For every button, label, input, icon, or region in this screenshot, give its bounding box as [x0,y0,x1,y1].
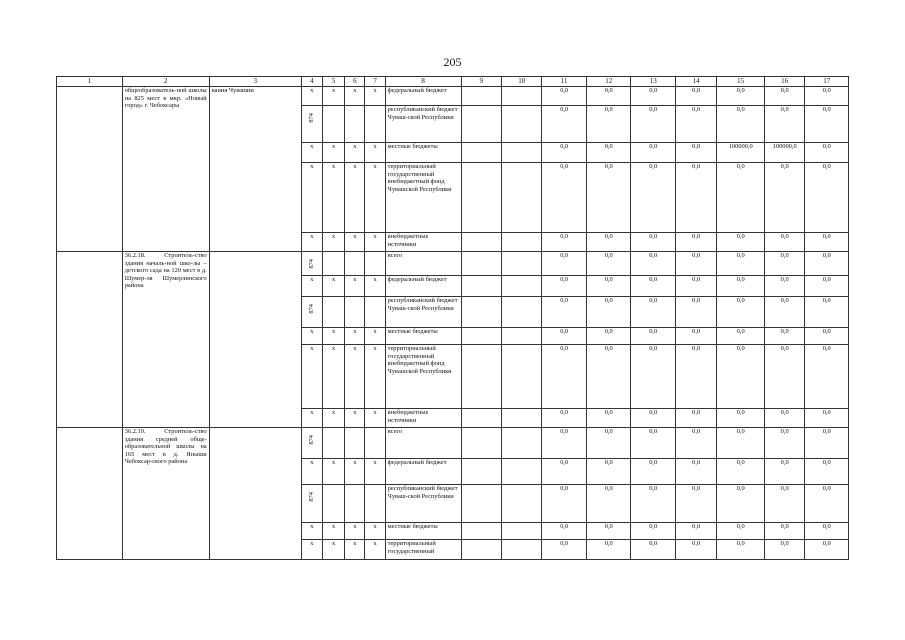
value-cell: 0,0 [717,297,765,328]
value-cell: 0,0 [717,523,765,540]
value-cell: 0,0 [542,276,587,297]
value-cell: 0,0 [586,276,631,297]
value-cell: 0,0 [631,252,676,276]
code-cell: х [345,409,365,428]
code-cell: х [345,276,365,297]
code-cell [301,252,322,276]
code-cell: х [322,523,344,540]
value-cell: 0,0 [542,143,587,163]
value-cell: 0,0 [542,409,587,428]
value-cell: 0,0 [675,163,716,233]
value-cell: 0,0 [717,328,765,345]
value-cell: 0,0 [805,276,849,297]
code-cell: х [322,409,344,428]
value-cell: 0,0 [717,163,765,233]
funding-source: федеральный бюджет [385,459,461,485]
funding-source: местные бюджеты [385,328,461,345]
column-header-8: 8 [385,77,461,87]
value-cell: 0,0 [805,252,849,276]
value-cell: 0,0 [631,276,676,297]
code-cell [322,297,344,328]
code-cell: х [365,328,385,345]
value-cell: 0,0 [805,87,849,106]
code-cell [345,297,365,328]
value-cell: 0,0 [631,106,676,143]
code-cell [365,106,385,143]
budget-code: 874 [308,492,316,502]
value-cell: 0,0 [675,540,716,560]
code-cell: х [322,459,344,485]
value-cell: 0,0 [586,409,631,428]
value-cell: 0,0 [675,143,716,163]
code-cell: х [365,163,385,233]
value-cell: 0,0 [586,163,631,233]
code-cell: х [301,523,322,540]
value-cell: 0,0 [764,409,804,428]
value-cell: 0,0 [764,163,804,233]
value-cell: 0,0 [675,345,716,409]
funding-source: территориальный государственный внебюджетный фонд Чувашской Республики [385,345,461,409]
funding-source: территориальный государственный внебюджетный фонд Чувашской Республики [385,163,461,233]
value-cell: 0,0 [764,328,804,345]
code-cell: х [365,540,385,560]
value-cell: 0,0 [764,87,804,106]
code-cell: х [365,143,385,163]
code-cell: х [301,540,322,560]
value-cell: 0,0 [764,276,804,297]
empty-cell [501,87,541,106]
value-cell: 0,0 [675,233,716,252]
value-cell: 0,0 [675,276,716,297]
code-cell [322,485,344,523]
column-header-4: 4 [301,77,322,87]
value-cell: 0,0 [542,328,587,345]
empty-cell [501,328,541,345]
code-cell: х [301,459,322,485]
funding-source: республиканский бюджет Чуваш-ской Республики [385,485,461,523]
code-cell [301,106,322,143]
value-cell: 0,0 [542,459,587,485]
value-cell: 0,0 [805,459,849,485]
code-cell [365,485,385,523]
value-cell: 0,0 [805,163,849,233]
empty-cell [461,87,501,106]
value-cell: 0,0 [675,485,716,523]
empty-cell [461,276,501,297]
empty-cell [501,409,541,428]
value-cell: 0,0 [675,87,716,106]
column-header-7: 7 [365,77,385,87]
table-row [57,428,849,459]
value-cell: 0,0 [805,328,849,345]
empty-cell [461,106,501,143]
empty-cell [461,328,501,345]
value-cell: 0,0 [717,233,765,252]
value-cell: 0,0 [675,409,716,428]
value-cell: 0,0 [675,106,716,143]
value-cell: 0,0 [586,252,631,276]
value-cell: 0,0 [764,297,804,328]
code-cell: х [301,328,322,345]
value-cell: 0,0 [631,163,676,233]
table-row [57,252,849,276]
empty-cell [501,252,541,276]
value-cell: 0,0 [764,345,804,409]
value-cell: 0,0 [764,233,804,252]
empty-cell [501,459,541,485]
value-cell: 0,0 [542,485,587,523]
code-cell [301,428,322,459]
col1-cell [57,87,123,252]
code-cell: х [322,276,344,297]
column-header-14: 14 [675,77,716,87]
value-cell: 0,0 [717,540,765,560]
empty-cell [461,485,501,523]
code-cell: х [301,409,322,428]
funding-source: республиканский бюджет Чуваш-ской Республики [385,297,461,328]
funding-source: территориальный государственный [385,540,461,560]
code-cell [365,252,385,276]
empty-cell [501,523,541,540]
code-cell: х [322,540,344,560]
value-cell: 0,0 [586,485,631,523]
value-cell: 0,0 [675,252,716,276]
column-header-3: 3 [209,77,301,87]
funding-source: всего [385,428,461,459]
empty-cell [501,297,541,328]
funding-source: федеральный бюджет [385,87,461,106]
value-cell: 0,0 [805,485,849,523]
value-cell: 0,0 [675,523,716,540]
value-cell: 0,0 [717,459,765,485]
column-header-12: 12 [586,77,631,87]
column-header-2: 2 [122,77,209,87]
col1-cell [57,428,123,560]
code-cell [345,252,365,276]
code-cell: х [365,233,385,252]
value-cell: 0,0 [764,485,804,523]
empty-cell [461,428,501,459]
value-cell: 0,0 [805,540,849,560]
value-cell: 0,0 [631,233,676,252]
funding-source: местные бюджеты [385,143,461,163]
value-cell: 0,0 [586,106,631,143]
code-cell: х [301,87,322,106]
code-cell [322,252,344,276]
value-cell: 0,0 [542,233,587,252]
value-cell: 0,0 [542,540,587,560]
value-cell: 0,0 [764,523,804,540]
value-cell: 0,0 [586,328,631,345]
column-header-1: 1 [57,77,123,87]
value-cell: 0,0 [586,459,631,485]
budget-code: 874 [308,259,316,269]
value-cell: 0,0 [586,428,631,459]
responsible-executor: вания Чувашии [209,87,301,252]
code-cell [345,485,365,523]
value-cell: 0,0 [717,428,765,459]
code-cell [365,297,385,328]
budget-code: 874 [308,435,316,445]
value-cell: 0,0 [631,297,676,328]
value-cell: 0,0 [805,409,849,428]
empty-cell [461,233,501,252]
value-cell: 0,0 [805,143,849,163]
value-cell: 0,0 [586,523,631,540]
empty-cell [461,459,501,485]
empty-cell [501,276,541,297]
code-cell: х [301,345,322,409]
value-cell: 0,0 [764,459,804,485]
empty-cell [461,540,501,560]
code-cell [365,428,385,459]
code-cell: х [365,409,385,428]
code-cell [322,428,344,459]
empty-cell [461,163,501,233]
value-cell: 0,0 [631,143,676,163]
code-cell [345,428,365,459]
value-cell: 0,0 [805,106,849,143]
column-header-6: 6 [345,77,365,87]
budget-code: 874 [308,304,316,314]
value-cell: 0,0 [586,143,631,163]
code-cell: х [322,143,344,163]
value-cell: 0,0 [717,485,765,523]
funding-source: всего [385,252,461,276]
code-cell: х [365,459,385,485]
responsible-executor [209,428,301,560]
responsible-executor [209,252,301,428]
empty-cell [461,143,501,163]
value-cell: 0,0 [542,297,587,328]
code-cell: х [345,459,365,485]
code-cell: х [322,233,344,252]
value-cell: 0,0 [675,459,716,485]
code-cell: х [322,163,344,233]
column-header-16: 16 [764,77,804,87]
column-header-13: 13 [631,77,676,87]
code-cell: х [345,345,365,409]
value-cell: 0,0 [805,233,849,252]
code-cell: х [365,87,385,106]
column-header-9: 9 [461,77,501,87]
value-cell: 0,0 [717,276,765,297]
empty-cell [461,297,501,328]
empty-cell [501,428,541,459]
value-cell: 0,0 [717,409,765,428]
value-cell: 0,0 [586,87,631,106]
empty-cell [461,345,501,409]
code-cell: х [345,328,365,345]
value-cell: 0,0 [764,540,804,560]
code-cell: х [301,233,322,252]
value-cell: 0,0 [675,328,716,345]
value-cell: 0,0 [542,252,587,276]
value-cell: 0,0 [586,345,631,409]
value-cell: 100000,0 [764,143,804,163]
code-cell: х [365,345,385,409]
value-cell: 0,0 [717,345,765,409]
funding-source: внебюджетные источники [385,233,461,252]
empty-cell [461,409,501,428]
value-cell: 0,0 [631,459,676,485]
value-cell: 100000,0 [717,143,765,163]
code-cell: х [345,233,365,252]
funding-source: федеральный бюджет [385,276,461,297]
column-header-row [57,77,849,87]
code-cell: х [301,276,322,297]
value-cell: 0,0 [631,523,676,540]
column-header-17: 17 [805,77,849,87]
empty-cell [461,252,501,276]
value-cell: 0,0 [631,485,676,523]
value-cell: 0,0 [631,328,676,345]
column-header-15: 15 [717,77,765,87]
value-cell: 0,0 [764,252,804,276]
code-cell [322,106,344,143]
value-cell: 0,0 [542,523,587,540]
object-name: 36.2.19. Строитель-ство здания средней обще-образовательной школы на 165 мест в д. Яныши Чебоксар-ского района [122,428,209,560]
code-cell: х [345,87,365,106]
code-cell [345,106,365,143]
column-header-10: 10 [501,77,541,87]
value-cell: 0,0 [717,252,765,276]
code-cell: х [345,163,365,233]
value-cell: 0,0 [805,345,849,409]
code-cell: х [365,523,385,540]
empty-cell [501,345,541,409]
value-cell: 0,0 [675,297,716,328]
code-cell: х [345,523,365,540]
value-cell: 0,0 [631,428,676,459]
value-cell: 0,0 [586,233,631,252]
value-cell: 0,0 [542,87,587,106]
budget-code: 874 [308,113,316,123]
funding-source: республиканский бюджет Чуваш-ской Республики [385,106,461,143]
value-cell: 0,0 [631,540,676,560]
code-cell: х [301,163,322,233]
code-cell: х [322,328,344,345]
value-cell: 0,0 [586,297,631,328]
value-cell: 0,0 [805,297,849,328]
code-cell: х [345,540,365,560]
empty-cell [501,233,541,252]
value-cell: 0,0 [542,345,587,409]
empty-cell [501,485,541,523]
object-name: общеобразователь-ной школы на 825 мест в мкр. «Новый город» г. Чебоксары [122,87,209,252]
value-cell: 0,0 [717,87,765,106]
value-cell: 0,0 [805,523,849,540]
empty-cell [501,106,541,143]
empty-cell [501,163,541,233]
code-cell: х [301,143,322,163]
value-cell: 0,0 [542,428,587,459]
code-cell: х [365,276,385,297]
empty-cell [501,540,541,560]
value-cell: 0,0 [764,428,804,459]
value-cell: 0,0 [717,106,765,143]
value-cell: 0,0 [542,163,587,233]
page-number: 205 [443,55,462,69]
column-header-11: 11 [542,77,587,87]
code-cell: х [322,87,344,106]
code-cell [301,485,322,523]
code-cell: х [322,345,344,409]
value-cell: 0,0 [631,409,676,428]
code-cell: х [345,143,365,163]
value-cell: 0,0 [631,87,676,106]
value-cell: 0,0 [631,345,676,409]
value-cell: 0,0 [675,428,716,459]
empty-cell [461,523,501,540]
col1-cell [57,252,123,428]
funding-source: внебюджетные источники [385,409,461,428]
empty-cell [501,143,541,163]
value-cell: 0,0 [586,540,631,560]
funding-source: местные бюджеты [385,523,461,540]
value-cell: 0,0 [764,106,804,143]
column-header-5: 5 [322,77,344,87]
table-row [57,87,849,106]
value-cell: 0,0 [805,428,849,459]
object-name: 36.2.18. Строитель-ство здания началь-ной шко-лы – детского сада на 120 мест в д. Шумер-ля Шумерлинского района [122,252,209,428]
budget-table [56,76,849,560]
value-cell: 0,0 [542,106,587,143]
code-cell [301,297,322,328]
